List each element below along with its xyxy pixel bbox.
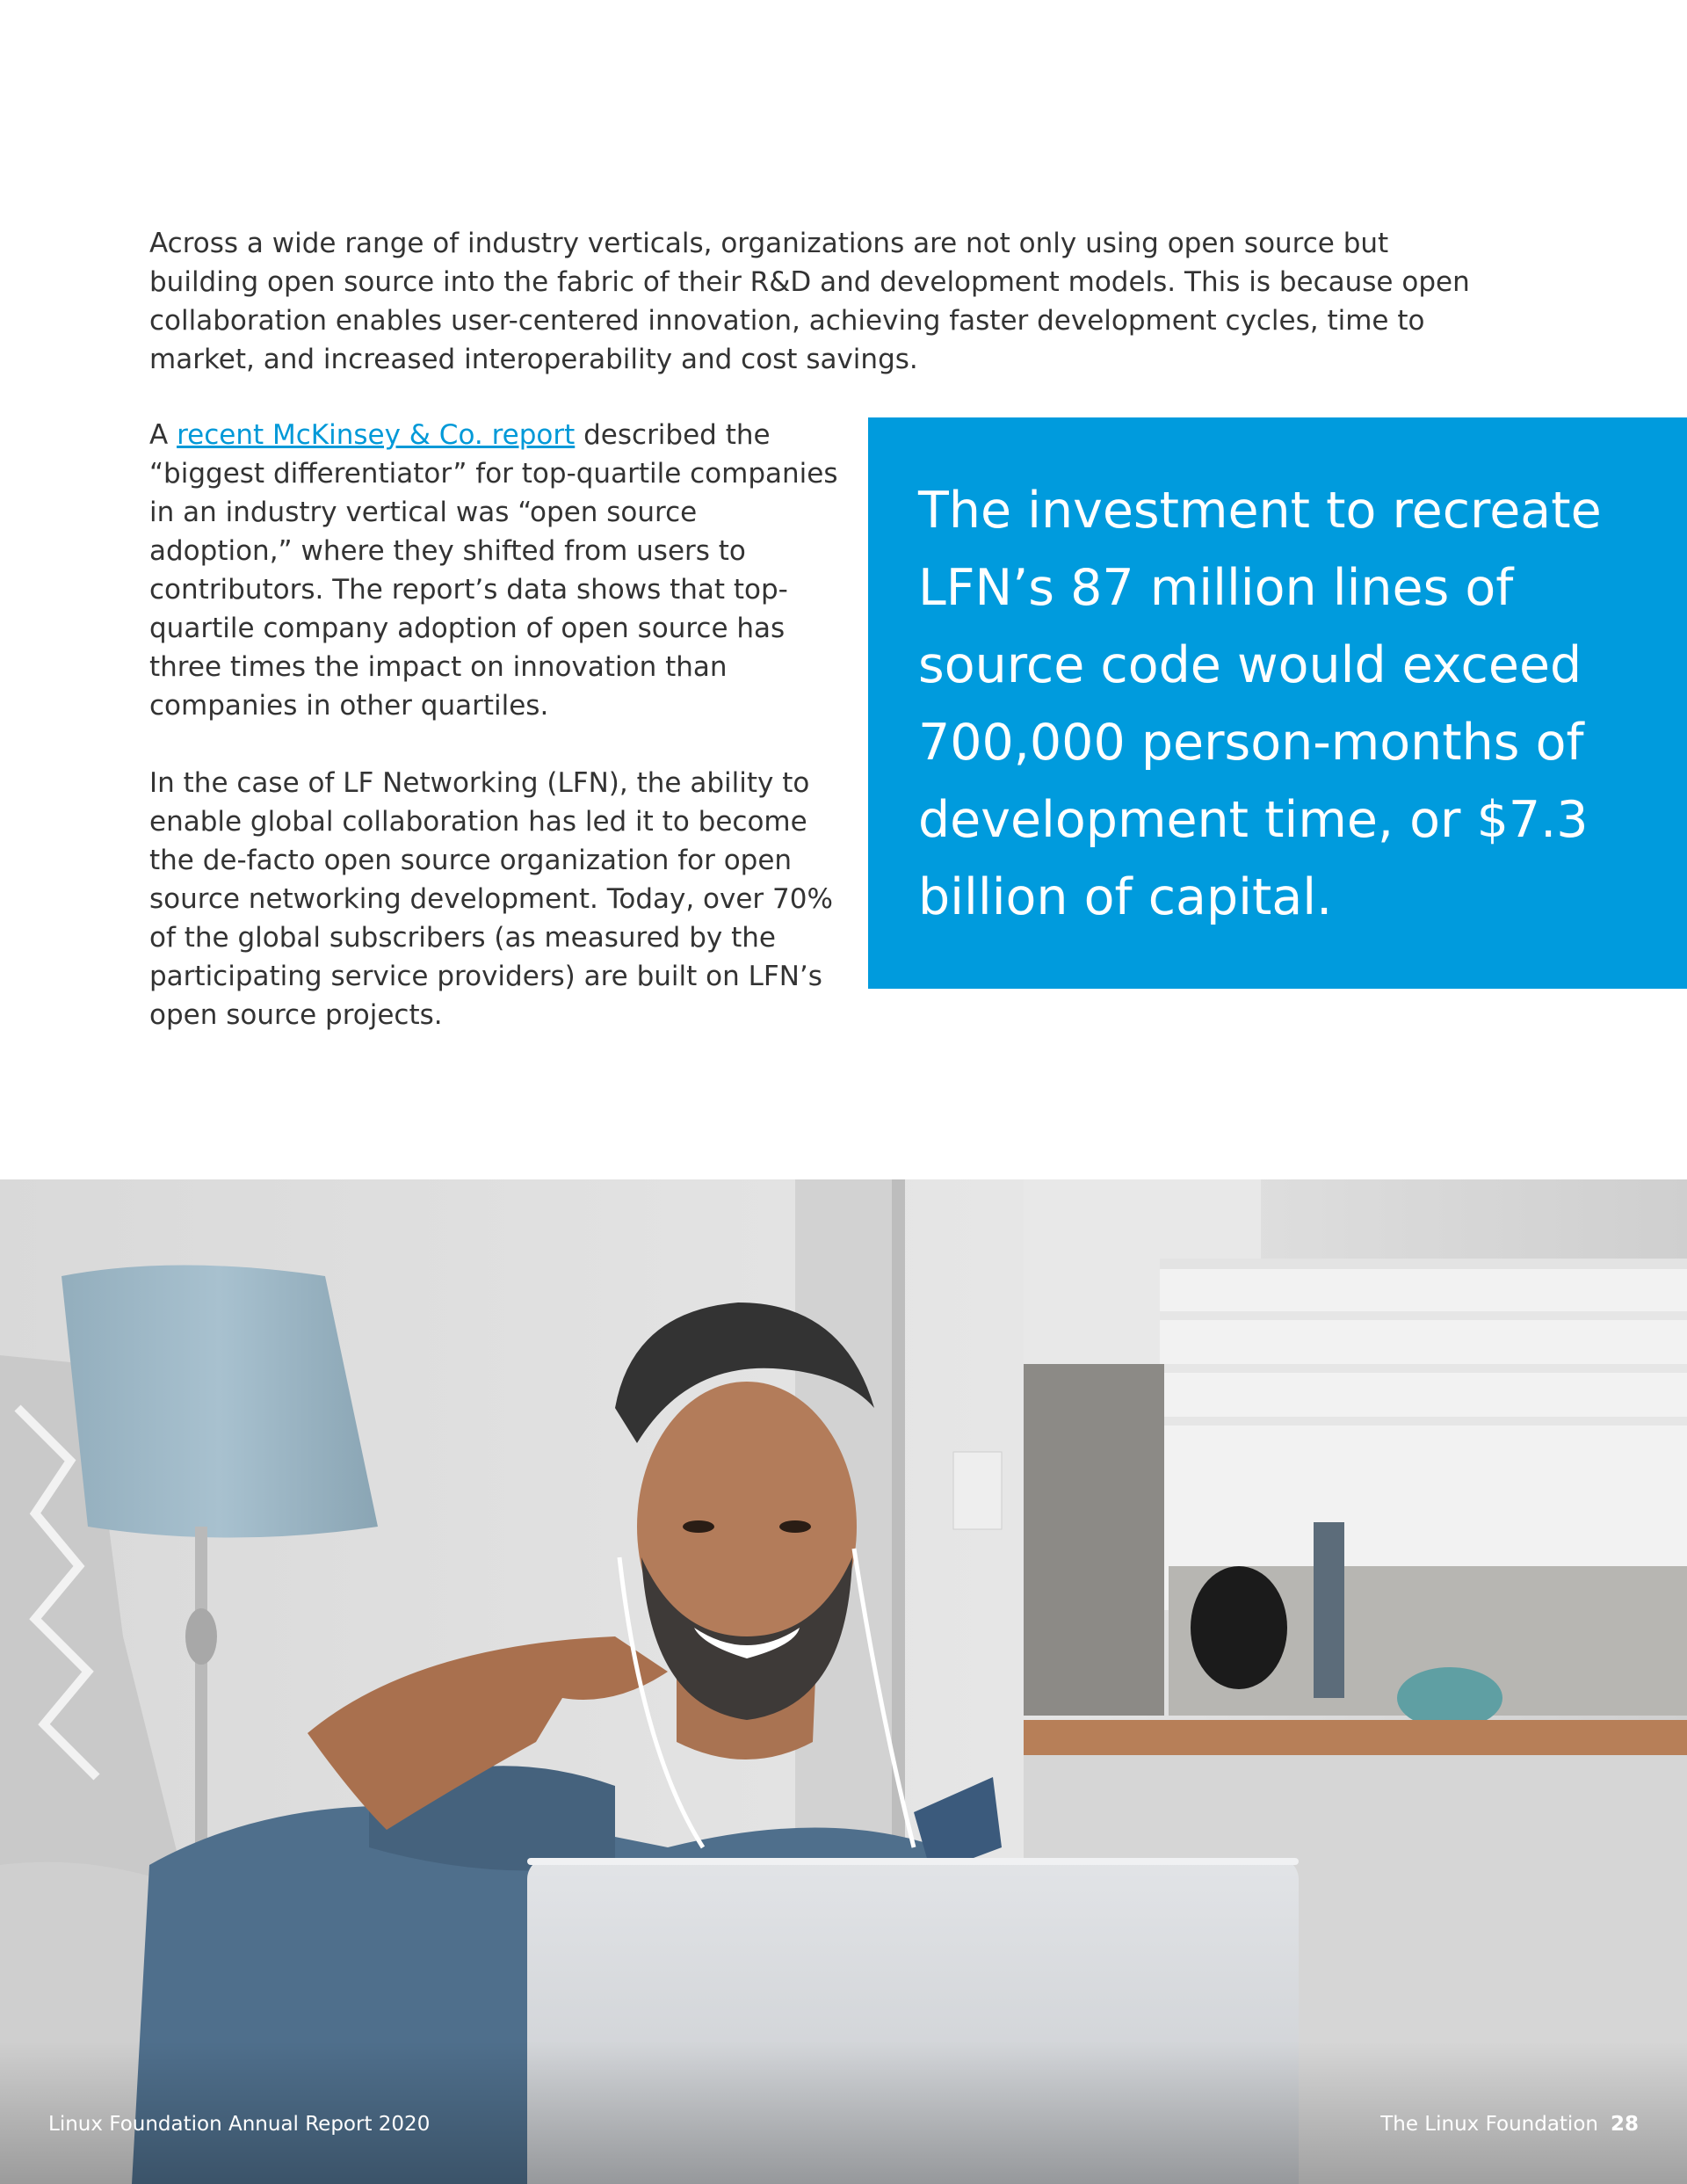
page-number: 28 <box>1610 2113 1639 2136</box>
footer-org-name: The Linux Foundation <box>1380 2113 1598 2136</box>
lfn-paragraph: In the case of LF Networking (LFN), the ability to enable global collaboration has led it to become the de-facto open source organization for open source networking development. Today, over 70% of the global subscribers (as measured by the participating service providers) are built on LFN’s open source projects. <box>149 767 833 1031</box>
pull-quote-text: The investment to recreate LFN’s 87 million lines of source code would exceed 700,000 person-months of development time, or $7.3 billion of capital. <box>918 482 1602 926</box>
left-column <box>149 416 844 1073</box>
intro-paragraph: Across a wide range of industry verticals, organizations are not only using open source but building open source into the fabric of their R&D and development models. This is because open collaboration enables user-centered innovation, achieving faster development cycles, time to market, and increased interoperability and cost savings. <box>149 228 1470 375</box>
footer-right <box>1380 2113 1639 2136</box>
mckinsey-prefix: A <box>149 419 177 451</box>
mckinsey-suffix: described the “biggest differentiator” for top-quartile companies in an industry vertical was “open source adoption,” where they shifted from users to contributors. The report’s data shows that top-quartile company adoption of open source has three times the impact on innovation than companies in other quartiles. <box>149 419 838 722</box>
pull-quote-box <box>868 417 1687 989</box>
footer-report-title: Linux Foundation Annual Report 2020 <box>48 2113 431 2136</box>
mckinsey-paragraph <box>149 416 844 725</box>
mckinsey-report-link[interactable]: recent McKinsey & Co. report <box>177 419 576 451</box>
hero-photo <box>0 1179 1687 2184</box>
